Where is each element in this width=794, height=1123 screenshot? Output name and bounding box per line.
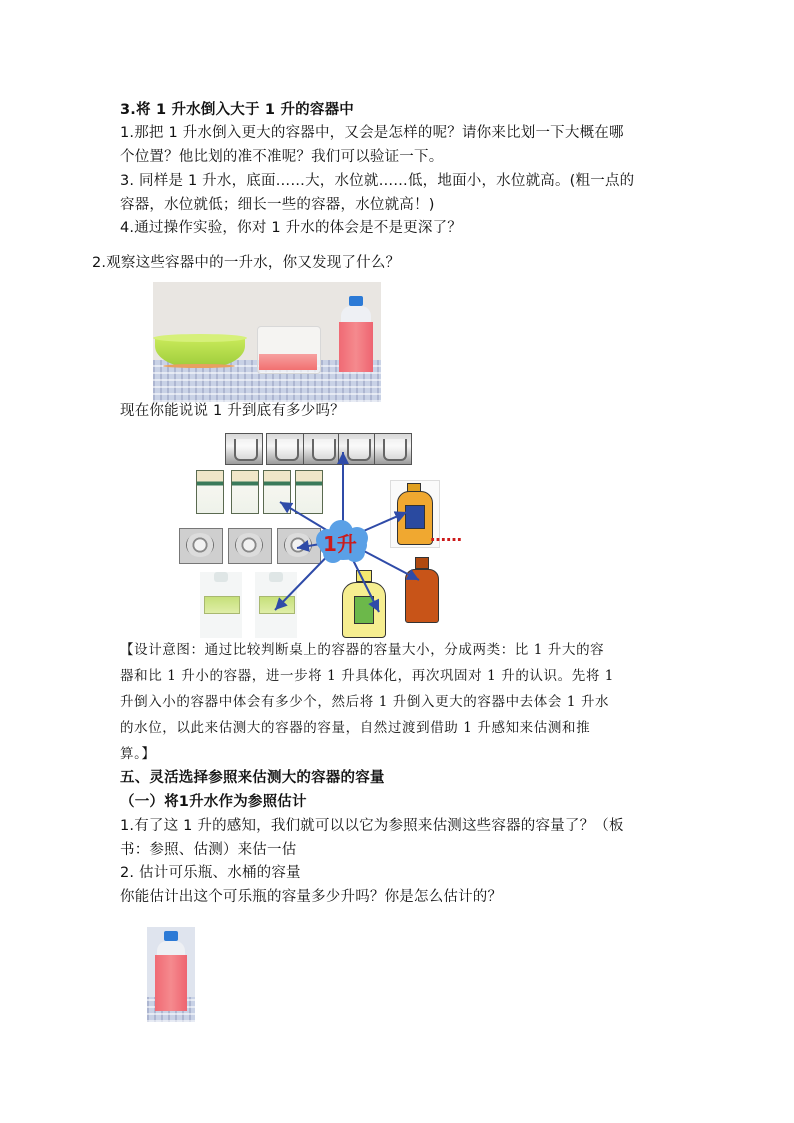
cola-bottle-photo <box>147 927 195 1022</box>
basin-water <box>163 364 235 368</box>
paragraph-3-line-a: 3. 同样是 1 升水，底面……大，水位就……低，地面小，水位就高。(粗一点的 <box>120 173 635 189</box>
design-intent-line-3: 升倒入小的容器中体会有多少个，然后将 1 升倒入更大的容器中去体会 1 升水 <box>120 694 610 710</box>
bottle-cap <box>349 296 363 306</box>
center-one-liter-label: 1升 <box>323 532 357 556</box>
section-5-heading: 五、灵活选择参照来估测大的容器的容量 <box>120 770 385 786</box>
subsection-1-heading: （一）将1升水作为参照估计 <box>120 794 307 810</box>
paragraph-1-line-b: 个位置？他比划的准不准呢？我们可以验证一下。 <box>120 149 444 165</box>
bottle-water <box>339 322 373 372</box>
section-5-para-1-b: 书：参照、估测）来估一估 <box>120 842 297 858</box>
clear-container-water <box>259 354 317 370</box>
paragraph-1-line-a: 1.那把 1 升水倒入更大的容器中，又会是怎样的呢？请你来比划一下大概在哪 <box>120 125 624 141</box>
photo-bottle-neck <box>157 941 185 955</box>
design-intent-line-5: 算。】 <box>120 746 156 762</box>
ellipsis-dots: …… <box>430 526 462 545</box>
paragraph-3-line-b: 容器，水位就低；细长一些的容器，水位就高！) <box>120 197 435 213</box>
containers-photo <box>153 282 381 402</box>
one-liter-diagram <box>175 430 475 640</box>
section-5-para-1-a: 1.有了这 1 升的感知，我们就可以以它为参照来估测这些容器的容量了？（板 <box>120 818 624 834</box>
paragraph-4: 4.通过操作实验，你对 1 升水的体会是不是更深了？ <box>120 220 462 236</box>
design-intent-line-1: 【设计意图：通过比较判断桌上的容器的容量大小，分成两类：比 1 升大的容 <box>120 642 605 658</box>
green-basin-rim <box>153 334 247 342</box>
section-5-para-3: 你能估计出这个可乐瓶的容量多少升吗？你是怎么估计的？ <box>120 889 503 905</box>
photo-bottle-water <box>155 955 187 1011</box>
section-5-para-2: 2. 估计可乐瓶、水桶的容量 <box>120 865 301 881</box>
heading-pour-into-larger: 3.将 1 升水倒入大于 1 升的容器中 <box>120 102 354 118</box>
design-intent-line-4: 的水位，以此来估测大的容器的容量，自然过渡到借助 1 升感知来估测和推 <box>120 720 591 736</box>
design-intent-line-2: 器和比 1 升小的容器，进一步将 1 升具体化，再次巩固对 1 升的认识。先将 1 <box>120 668 614 684</box>
photo-bottle-cap <box>164 931 178 941</box>
observe-question: 2.观察这些容器中的一升水，你又发现了什么？ <box>92 255 401 271</box>
bottle-neck <box>341 306 371 322</box>
how-much-question: 现在你能说说 1 升到底有多少吗？ <box>120 403 345 419</box>
